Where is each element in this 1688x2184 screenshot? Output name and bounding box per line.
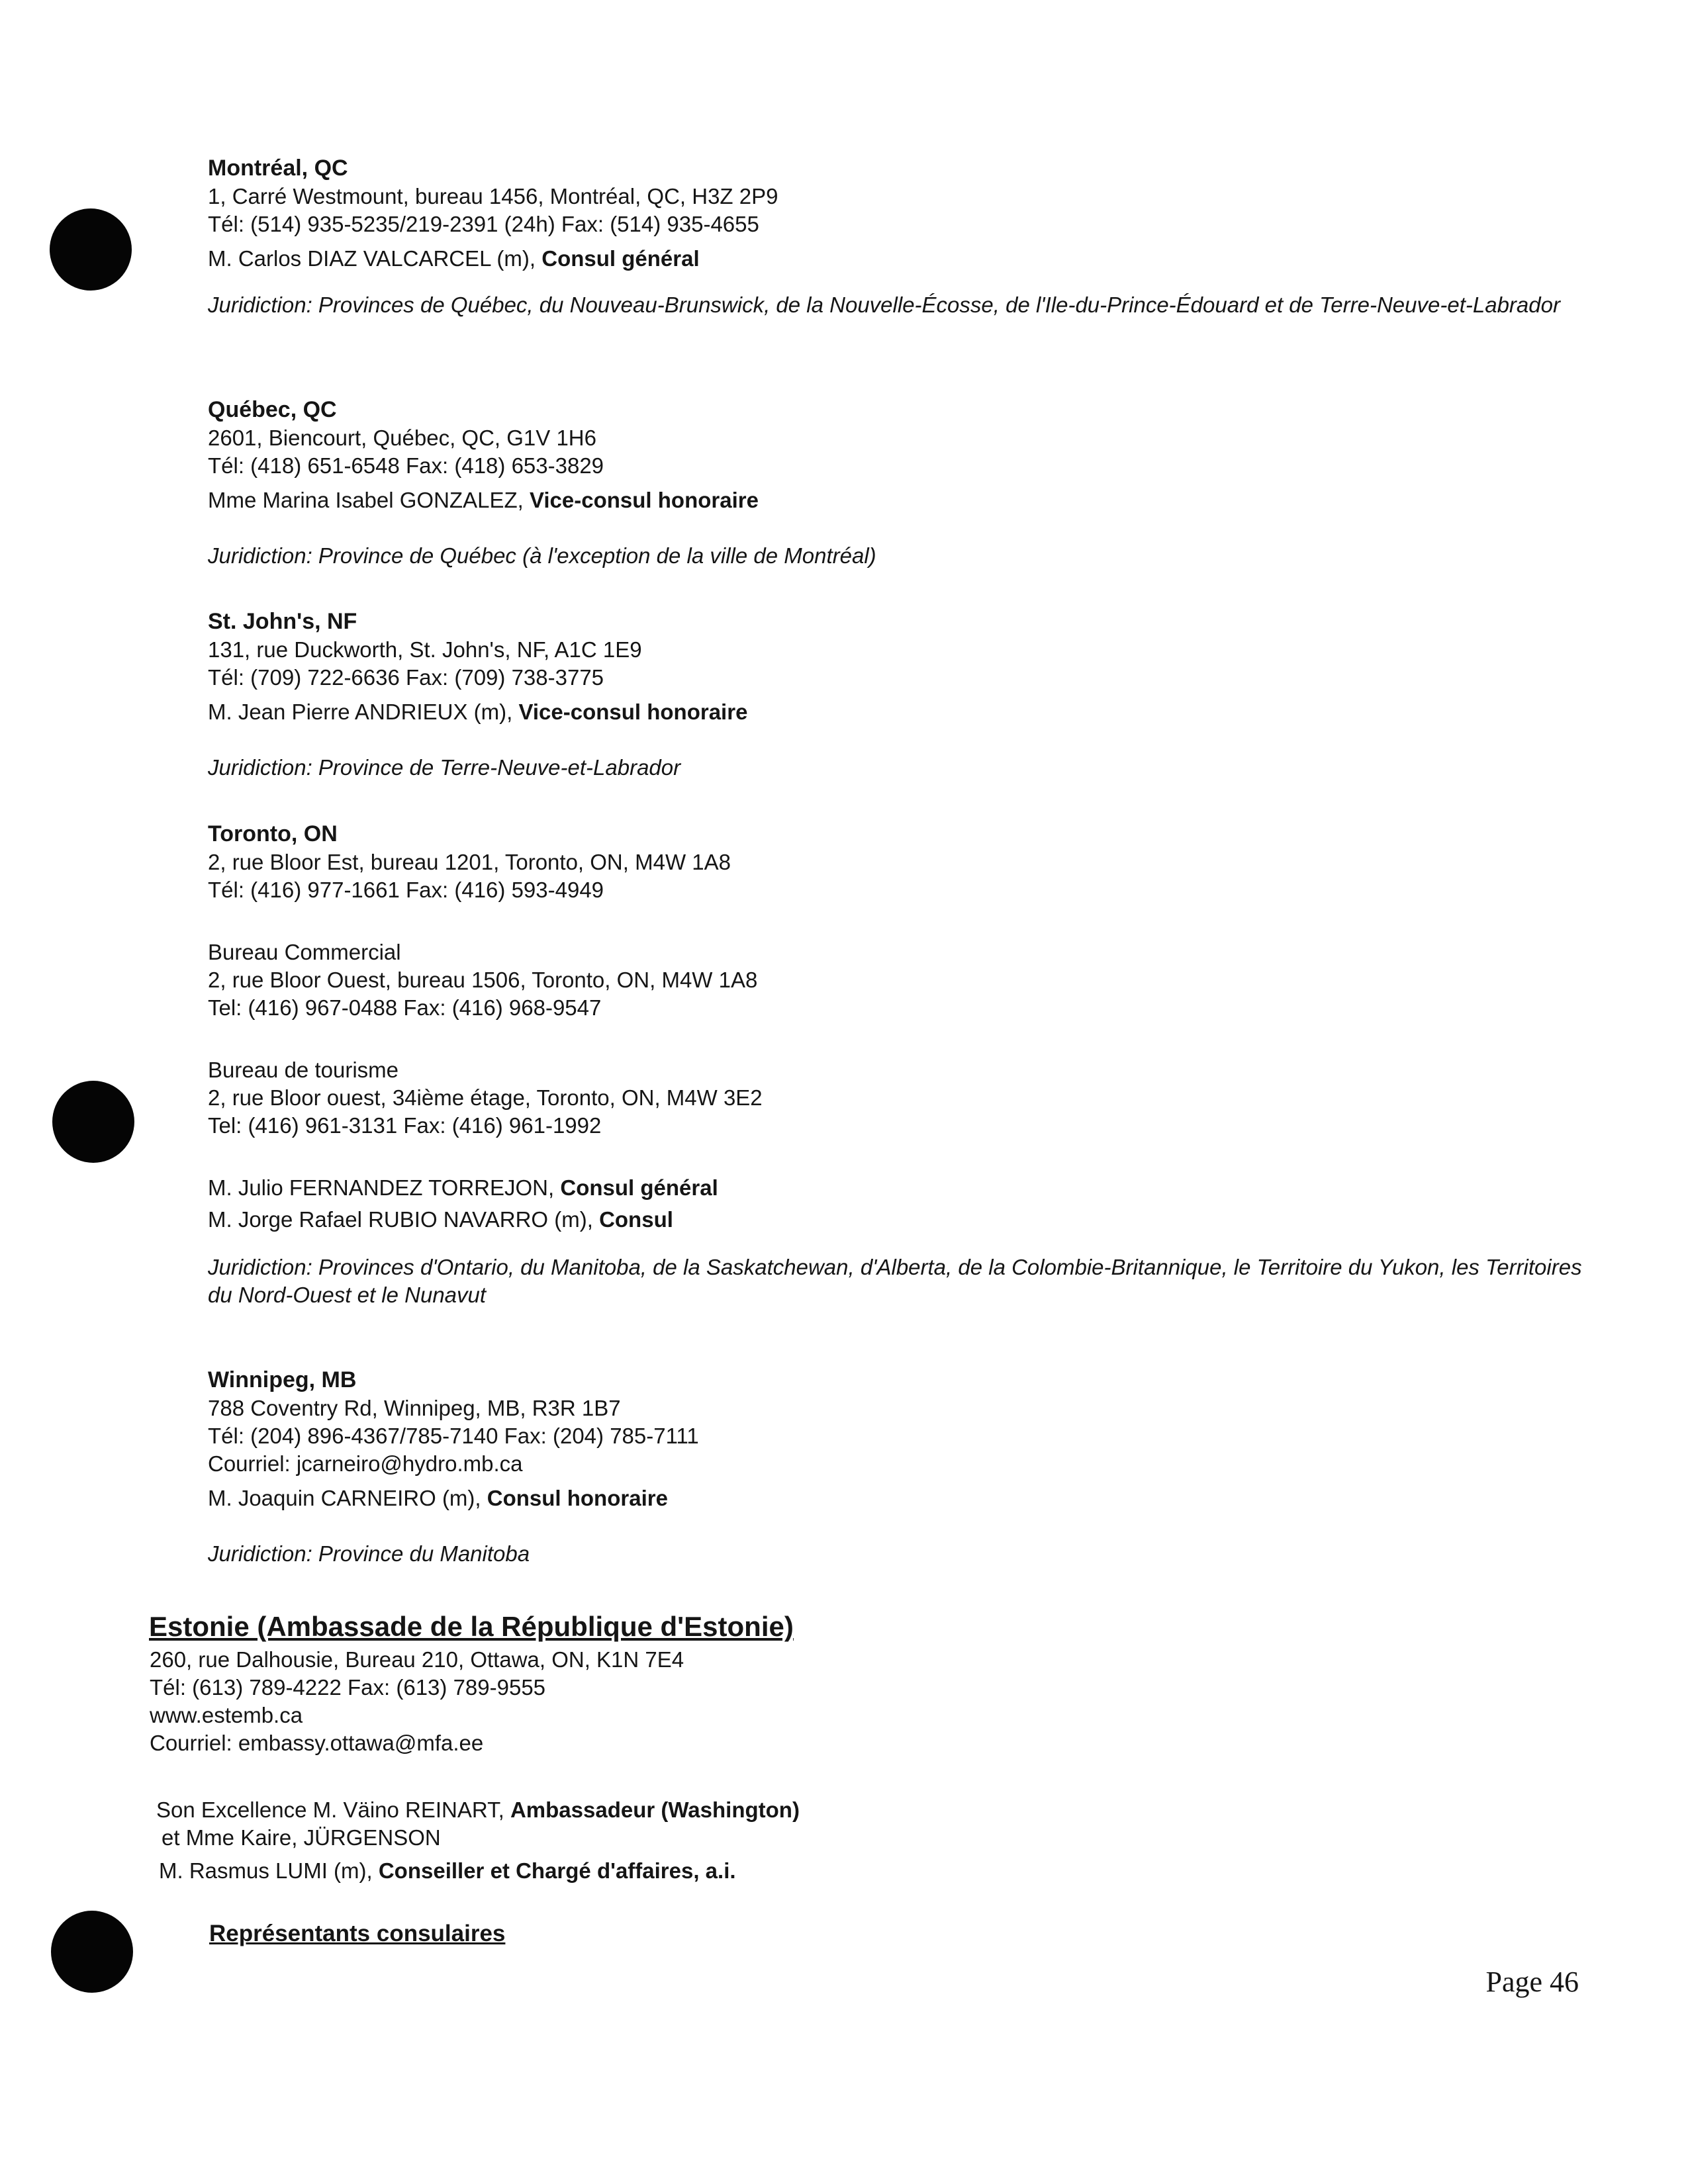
phone-fax: Tél: (418) 651-6548 Fax: (418) 653-3829 [208, 453, 604, 478]
official-name: M. Jean Pierre ANDRIEUX (m), [208, 700, 519, 724]
city-heading: Toronto, ON [208, 821, 338, 846]
jurisdiction: Juridiction: Provinces de Québec, du Nouveau-Brunswick, de la Nouvelle-Écosse, de l'Ile-du-Prince-Édouard et de Terre-Neuve-et-Labrador [208, 293, 1560, 317]
official [208, 1484, 1585, 1512]
address: 260, rue Dalhousie, Bureau 210, Ottawa, ON, K1N 7E4 [150, 1647, 684, 1672]
commercial-office-phone: Tel: (416) 967-0488 Fax: (416) 968-9547 [208, 995, 602, 1020]
city-heading: Winnipeg, MB [208, 1367, 357, 1392]
official-title: Consul honoraire [487, 1486, 668, 1510]
tourism-office-address: 2, rue Bloor ouest, 34ième étage, Toronto, ON, M4W 3E2 [208, 1085, 763, 1110]
official-name: M. Jorge Rafael RUBIO NAVARRO (m), [208, 1207, 600, 1232]
official-title: Consul général [560, 1175, 718, 1200]
stjohns-entry [208, 607, 1585, 782]
city-heading: St. John's, NF [208, 609, 357, 634]
jurisdiction: Juridiction: Province de Terre-Neuve-et-Labrador [208, 755, 681, 780]
jurisdiction: Juridiction: Province du Manitoba [208, 1541, 530, 1566]
official-title: Consul [599, 1207, 673, 1232]
commercial-office-label: Bureau Commercial [208, 940, 401, 964]
page-number: Page 46 [1485, 1966, 1579, 1998]
estonia-officials [156, 1796, 1533, 1885]
jurisdiction: Juridiction: Province de Québec (à l'exception de la ville de Montréal) [208, 543, 876, 568]
tourism-office-phone: Tel: (416) 961-3131 Fax: (416) 961-1992 [208, 1113, 602, 1138]
consular-representatives-heading: Représentants consulaires [209, 1921, 506, 1946]
address: 2601, Biencourt, Québec, QC, G1V 1H6 [208, 426, 596, 450]
website: www.estemb.ca [150, 1703, 303, 1727]
official [208, 245, 1585, 273]
official-consul [208, 1206, 1585, 1234]
city-heading: Québec, QC [208, 397, 337, 422]
tourism-office-label: Bureau de tourisme [208, 1058, 399, 1082]
commercial-office-address: 2, rue Bloor Ouest, bureau 1506, Toronto, ON, M4W 1A8 [208, 968, 758, 992]
spouse: et Mme Kaire, JÜRGENSON [162, 1825, 441, 1850]
toronto-entry [208, 819, 1585, 1309]
address: 1, Carré Westmount, bureau 1456, Montréal, QC, H3Z 2P9 [208, 184, 778, 208]
jurisdiction: Juridiction: Provinces d'Ontario, du Manitoba, de la Saskatchewan, d'Alberta, de la Colombie-Britannique, le Territoire du Yukon, les Territoires du Nord-Ouest et le Nunavut [208, 1255, 1582, 1307]
official-title: Vice-consul honoraire [529, 488, 759, 512]
official-consul-general [208, 1174, 1585, 1202]
official-charge-affaires [156, 1857, 1533, 1885]
montreal-entry [208, 154, 1585, 319]
punch-hole-middle [52, 1081, 134, 1163]
city-heading: Montréal, QC [208, 156, 348, 181]
estonia-embassy-contact [150, 1646, 1526, 1757]
phone-fax: Tél: (514) 935-5235/219-2391 (24h) Fax: (514) 935-4655 [208, 212, 759, 236]
section-title-estonie: Estonie (Ambassade de la République d'Estonie) [149, 1611, 794, 1642]
official-title: Vice-consul honoraire [518, 700, 748, 724]
phone-fax: Tél: (709) 722-6636 Fax: (709) 738-3775 [208, 665, 604, 690]
official-name: M. Julio FERNANDEZ TORREJON, [208, 1175, 561, 1200]
punch-hole-top [50, 208, 132, 291]
address: 788 Coventry Rd, Winnipeg, MB, R3R 1B7 [208, 1396, 621, 1420]
official-ambassador [156, 1796, 1533, 1824]
official-name: Mme Marina Isabel GONZALEZ, [208, 488, 530, 512]
email: Courriel: embassy.ottawa@mfa.ee [150, 1731, 484, 1755]
phone-fax: Tél: (204) 896-4367/785-7140 Fax: (204) 785-7111 [208, 1424, 699, 1448]
official [208, 486, 1585, 514]
email: Courriel: jcarneiro@hydro.mb.ca [208, 1451, 523, 1476]
address: 131, rue Duckworth, St. John's, NF, A1C 1E9 [208, 637, 642, 662]
official-name: M. Rasmus LUMI (m), [159, 1858, 379, 1883]
official-title: Ambassadeur (Washington) [510, 1797, 800, 1822]
official [208, 698, 1585, 726]
quebec-entry [208, 395, 1585, 570]
official-name: Son Excellence M. Väino REINART, [156, 1797, 510, 1822]
phone-fax: Tél: (416) 977-1661 Fax: (416) 593-4949 [208, 878, 604, 902]
official-title: Conseiller et Chargé d'affaires, a.i. [378, 1858, 736, 1883]
punch-hole-bottom [51, 1911, 133, 1993]
official-title: Consul général [541, 246, 700, 271]
phone-fax: Tél: (613) 789-4222 Fax: (613) 789-9555 [150, 1675, 546, 1700]
winnipeg-entry [208, 1365, 1585, 1568]
official-name: M. Joaquin CARNEIRO (m), [208, 1486, 487, 1510]
address: 2, rue Bloor Est, bureau 1201, Toronto, ON, M4W 1A8 [208, 850, 731, 874]
official-name: M. Carlos DIAZ VALCARCEL (m), [208, 246, 542, 271]
